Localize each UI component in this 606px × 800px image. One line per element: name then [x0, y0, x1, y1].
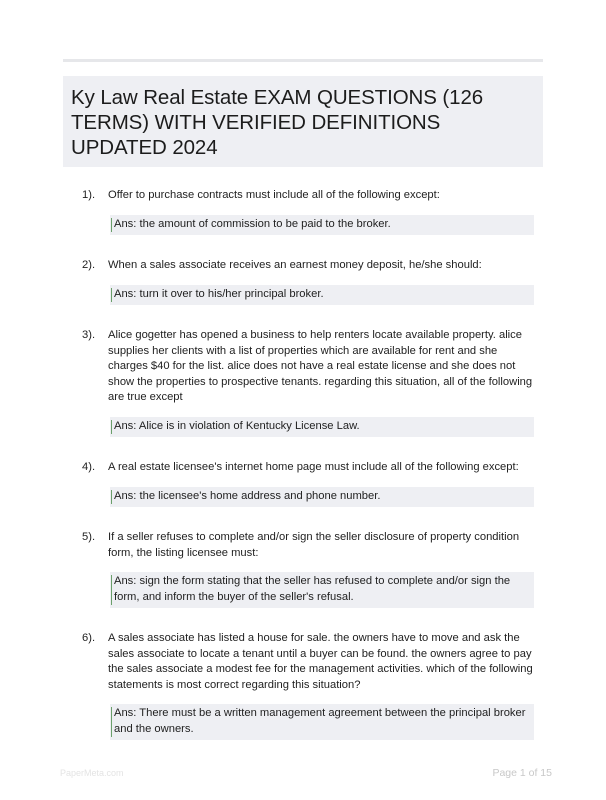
question-text: When a sales associate receives an earnest money deposit, he/she should: [108, 259, 482, 271]
question-number: 1). [82, 189, 96, 201]
answer-accent-bar [111, 490, 112, 505]
answer-text: Ans: turn it over to his/her principal broker. [114, 287, 324, 300]
question-text: A sales associate has listed a house for sale. the owners have to move and ask the sales associate to locate a tenant until a buyer can be found. the owners agree to pay the sales associate a modest fee for the management activities. which of the following statements is most correct regarding this situation? [108, 632, 533, 691]
top-divider [63, 59, 543, 62]
answer-text: Ans: Alice is in violation of Kentucky License Law. [114, 419, 360, 432]
document-title: Ky Law Real Estate EXAM QUESTIONS (126 TERMS) WITH VERIFIED DEFINITIONS UPDATED 2024 [71, 86, 484, 159]
qa-item [0, 258, 606, 305]
answer-text: Ans: the licensee's home address and phone number. [114, 489, 381, 502]
question-number: 6). [82, 632, 96, 644]
question-number: 2). [82, 259, 96, 271]
qa-item [0, 328, 606, 437]
footer-watermark: PaperMeta.com [60, 768, 124, 778]
answer-box [110, 215, 534, 236]
question-text: Offer to purchase contracts must include all of the following except: [108, 189, 440, 201]
answer-text: Ans: the amount of commission to be paid to the broker. [114, 217, 391, 230]
qa-item [0, 188, 606, 235]
question-number: 5). [82, 531, 96, 543]
answer-accent-bar [111, 707, 112, 737]
question-text: Alice gogetter has opened a business to help renters locate available property. alice supplies her clients with a list of properties which are available for rent and she charges $40 for the list. alice does not have a real estate license and she does not show the properties to prospective tenants. regarding this situation, all of the following are true except [108, 329, 533, 403]
question-number: 4). [82, 461, 96, 473]
answer-box [110, 487, 534, 508]
answer-accent-bar [111, 218, 112, 233]
answer-box [110, 285, 534, 306]
qa-item [0, 530, 606, 608]
answer-text: Ans: sign the form stating that the seller has refused to complete and/or sign the form, and inform the buyer of the seller's refusal. [114, 575, 511, 603]
question-text: A real estate licensee's internet home page must include all of the following except: [108, 461, 519, 473]
answer-accent-bar [111, 575, 112, 605]
question-number: 3). [82, 329, 96, 341]
qa-item [0, 631, 606, 740]
title-box [63, 76, 543, 167]
qa-item [0, 460, 606, 507]
answer-box [110, 704, 534, 740]
page-indicator: Page 1 of 15 [492, 767, 552, 779]
answer-text: Ans: There must be a written management agreement between the principal broker and the owners. [114, 707, 526, 735]
answer-box [110, 572, 534, 608]
question-text: If a seller refuses to complete and/or sign the seller disclosure of property condition form, the listing licensee must: [108, 531, 520, 559]
qa-list [0, 188, 606, 763]
answer-accent-bar [111, 288, 112, 303]
answer-box [110, 417, 534, 438]
answer-accent-bar [111, 420, 112, 435]
